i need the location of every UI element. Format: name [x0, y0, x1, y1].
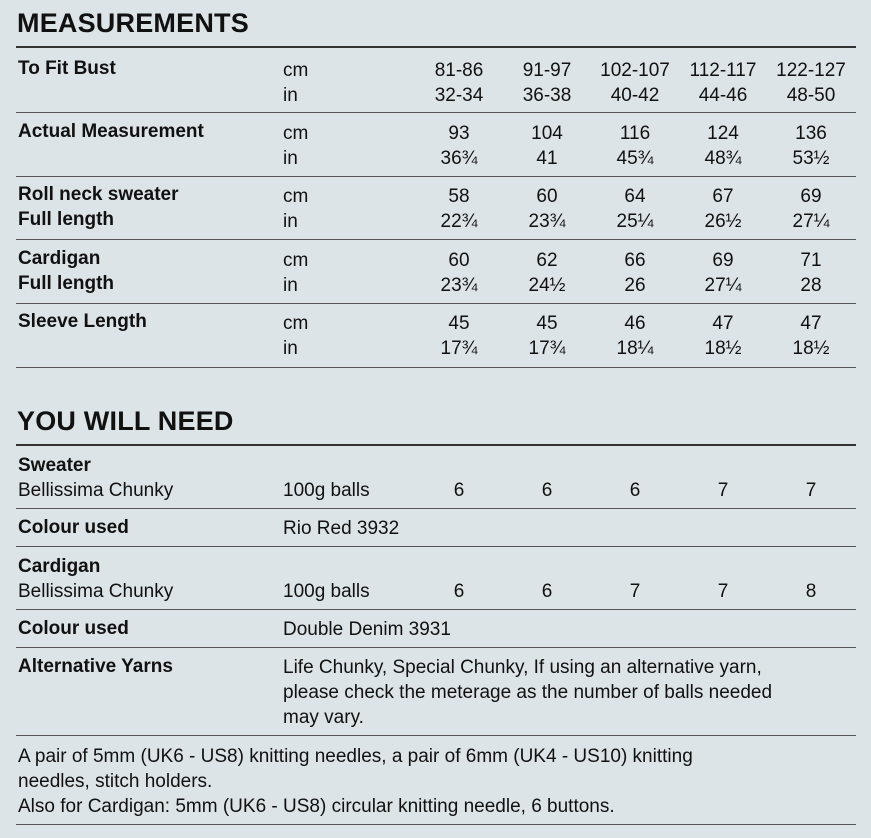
divider	[16, 367, 856, 368]
value-cell: 6	[629, 480, 641, 501]
value-cell: 17¾	[440, 338, 478, 359]
needles-line: Also for Cardigan: 5mm (UK6 - US8) circular knitting needle, 6 buttons.	[18, 796, 615, 817]
unit-in: in	[283, 211, 298, 232]
divider	[16, 508, 856, 509]
value-cell: 48-50	[786, 85, 836, 106]
divider	[16, 176, 856, 177]
value-cell: 6	[453, 480, 465, 501]
value-cell: 40-42	[610, 85, 660, 106]
value-cell: 6	[541, 480, 553, 501]
value-cell: 17¾	[528, 338, 566, 359]
value-cell: 6	[541, 581, 553, 602]
divider	[16, 239, 856, 240]
value-cell: 66	[624, 250, 646, 271]
cardigan-title: Cardigan	[18, 556, 101, 577]
value-cell: 36¾	[440, 148, 478, 169]
divider	[16, 46, 856, 48]
unit-in: in	[283, 275, 298, 296]
row-label: Full length	[18, 273, 115, 294]
value-cell: 47	[712, 313, 734, 334]
value-cell: 48¾	[704, 148, 742, 169]
sweater-colour-value: Rio Red 3932	[283, 518, 400, 539]
unit-cm: cm	[283, 60, 309, 81]
value-cell: 32-34	[434, 85, 484, 106]
value-cell: 7	[717, 581, 729, 602]
value-cell: 45	[448, 313, 470, 334]
cardigan-yarn: Bellissima Chunky	[18, 581, 174, 602]
value-cell: 91-97	[522, 60, 572, 81]
value-cell: 47	[800, 313, 822, 334]
value-cell: 41	[536, 148, 558, 169]
value-cell: 26	[624, 275, 646, 296]
sweater-yarn: Bellissima Chunky	[18, 480, 174, 501]
divider	[16, 444, 856, 446]
needles-line: A pair of 5mm (UK6 - US8) knitting needles, a pair of 6mm (UK4 - US10) knitting	[18, 746, 693, 767]
value-cell: 26½	[704, 211, 742, 232]
unit-in: in	[283, 148, 298, 169]
divider	[16, 647, 856, 648]
sweater-title: Sweater	[18, 455, 91, 476]
alternative-yarns-line: may vary.	[283, 707, 364, 728]
value-cell: 64	[624, 186, 646, 207]
value-cell: 104	[531, 123, 563, 144]
value-cell: 62	[536, 250, 558, 271]
value-cell: 36-38	[522, 85, 572, 106]
value-cell: 71	[800, 250, 822, 271]
unit-cm: cm	[283, 123, 309, 144]
value-cell: 45¾	[616, 148, 654, 169]
value-cell: 18½	[792, 338, 830, 359]
unit-cm: cm	[283, 250, 309, 271]
unit-cm: cm	[283, 313, 309, 334]
value-cell: 67	[712, 186, 734, 207]
alternative-yarns-line: Life Chunky, Special Chunky, If using an alternative yarn,	[283, 657, 762, 678]
unit-cm: cm	[283, 186, 309, 207]
alternative-yarns-line: please check the meterage as the number of balls needed	[283, 682, 773, 703]
divider	[16, 609, 856, 610]
value-cell: 7	[629, 581, 641, 602]
unit-in: in	[283, 338, 298, 359]
value-cell: 23¾	[440, 275, 478, 296]
value-cell: 116	[619, 123, 651, 144]
value-cell: 112-117	[689, 60, 757, 81]
value-cell: 102-107	[600, 60, 670, 81]
cardigan-unit: 100g balls	[283, 581, 370, 602]
value-cell: 27¼	[704, 275, 742, 296]
value-cell: 81-86	[434, 60, 484, 81]
value-cell: 45	[536, 313, 558, 334]
value-cell: 122-127	[776, 60, 846, 81]
value-cell: 93	[448, 123, 470, 144]
measurements-heading: MEASUREMENTS	[17, 8, 249, 38]
divider	[16, 824, 856, 825]
value-cell: 28	[800, 275, 822, 296]
value-cell: 6	[453, 581, 465, 602]
value-cell: 7	[805, 480, 817, 501]
value-cell: 124	[707, 123, 739, 144]
row-label: Roll neck sweater	[18, 184, 179, 205]
row-label: To Fit Bust	[18, 58, 116, 79]
value-cell: 18½	[704, 338, 742, 359]
divider	[16, 735, 856, 736]
value-cell: 69	[712, 250, 734, 271]
value-cell: 24½	[528, 275, 566, 296]
cardigan-colour-label: Colour used	[18, 618, 129, 639]
value-cell: 22¾	[440, 211, 478, 232]
you-will-need-heading: YOU WILL NEED	[17, 406, 234, 436]
sweater-unit: 100g balls	[283, 480, 370, 501]
value-cell: 69	[800, 186, 822, 207]
row-label: Cardigan	[18, 248, 101, 269]
row-label: Full length	[18, 209, 115, 230]
value-cell: 18¼	[616, 338, 654, 359]
value-cell: 136	[795, 123, 827, 144]
value-cell: 53½	[792, 148, 830, 169]
value-cell: 58	[448, 186, 470, 207]
value-cell: 60	[536, 186, 558, 207]
value-cell: 23¾	[528, 211, 566, 232]
divider	[16, 112, 856, 113]
value-cell: 8	[805, 581, 817, 602]
value-cell: 7	[717, 480, 729, 501]
value-cell: 27¼	[792, 211, 830, 232]
value-cell: 60	[448, 250, 470, 271]
unit-in: in	[283, 85, 298, 106]
alternative-yarns-label: Alternative Yarns	[18, 656, 173, 677]
row-label: Actual Measurement	[18, 121, 204, 142]
value-cell: 44-46	[698, 85, 748, 106]
sweater-colour-label: Colour used	[18, 517, 129, 538]
row-label: Sleeve Length	[18, 311, 147, 332]
value-cell: 46	[624, 313, 646, 334]
value-cell: 25¼	[616, 211, 654, 232]
divider	[16, 546, 856, 547]
cardigan-colour-value: Double Denim 3931	[283, 619, 451, 640]
needles-line: needles, stitch holders.	[18, 771, 213, 792]
divider	[16, 303, 856, 304]
